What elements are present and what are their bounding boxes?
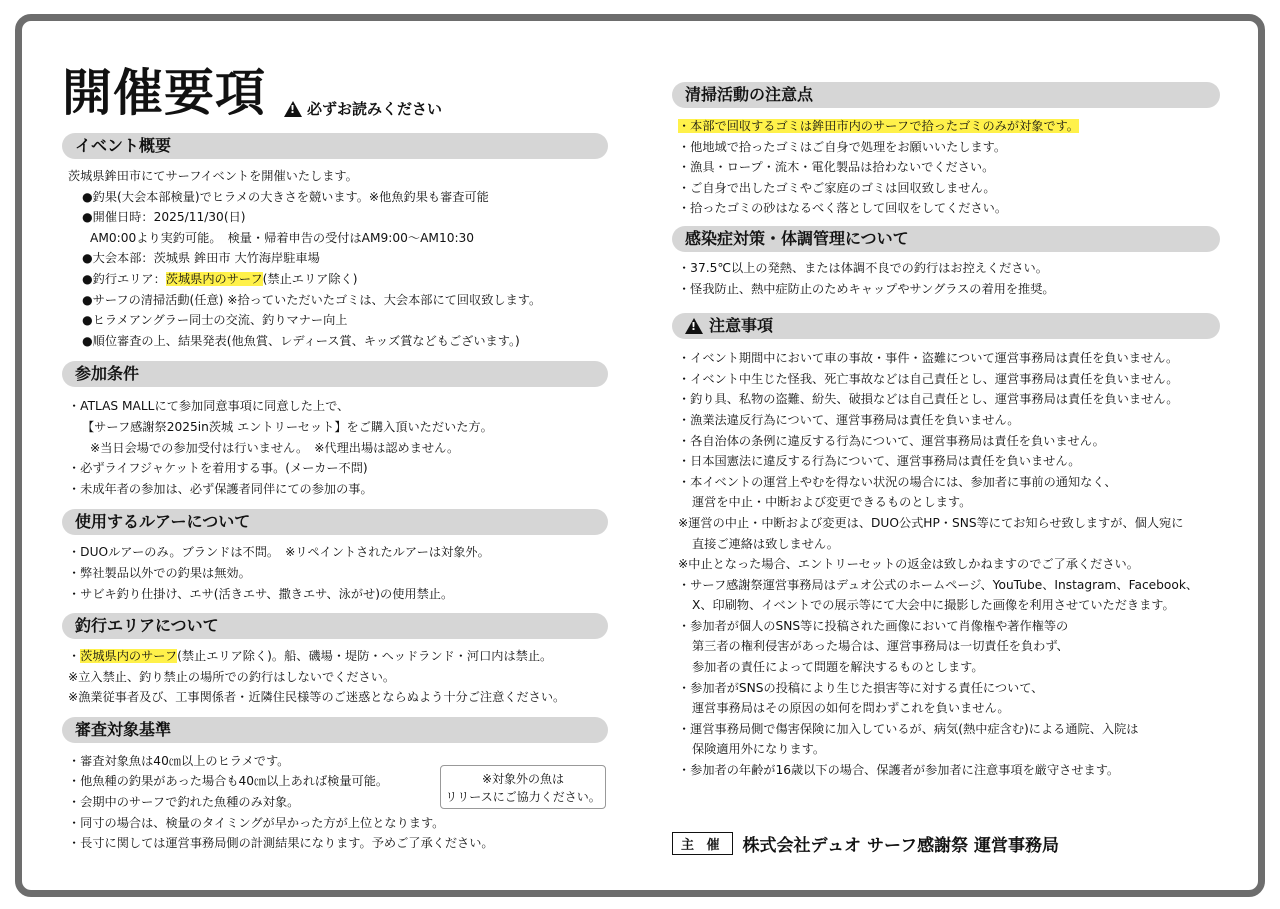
list-item: ・運営事務局側で傷害保険に加入しているが、病気(熱中症含む)による通院、入院は (678, 721, 1139, 736)
list-item: ・ATLAS MALLにて参加同意事項に同意した上で、 (68, 399, 350, 414)
list-item: ●サーフの清掃活動(任意) ※拾っていただいたゴミは、大会本部にて回収致します。 (82, 292, 542, 307)
section-event (62, 133, 608, 355)
list-item: 第三者の権利侵害があった場合は、運営事務局は一切責任を負わず、 (692, 639, 1069, 654)
list-item: ・各自治体の条例に違反する行為について、運営事務局は責任を負いません。 (678, 433, 1105, 448)
title-row (62, 62, 608, 124)
list-item: X、印刷物、イベントでの展示等にて大会中に撮影した画像を利用させていただきます。 (692, 598, 1175, 613)
host-name: 株式会社デュオ サーフ感謝祭 運営事務局 (742, 836, 1060, 856)
list-item: ・参加者が個人のSNS等に投稿された画像において肖像権や著作権等の (678, 618, 1069, 633)
section-lure (62, 509, 608, 608)
section-heading: 使用するルアーについて (62, 509, 608, 535)
section-heading: イベント概要 (62, 133, 608, 159)
list-item: 【サーフ感謝祭2025in茨城 エントリーセット】をご購入頂いただいた方。 (82, 419, 493, 434)
list-item: ・他地域で拾ったゴミはご自身で処理をお願いいたします。 (678, 139, 1007, 154)
section-body (62, 535, 608, 608)
list-item: 運営事務局はその原因の如何を問わずこれを負いません。 (692, 701, 1010, 716)
list-item: ・37.5℃以上の発熱、または体調不良での釣行はお控えください。 (678, 260, 1048, 275)
area-prefix: ・ (68, 649, 81, 664)
list-item: ・DUOルアーのみ。ブランドは不問。 ※リペイントされたルアーは対象外。 (68, 545, 490, 560)
list-item: ・参加者の年齢が16歳以下の場合、保護者が参加者に注意事項を厳守させます。 (678, 763, 1120, 778)
area-suffix: (禁止エリア除く)。船、磯場・堤防・ヘッドランド・河口内は禁止。 (177, 649, 553, 664)
list-item: ・釣り具、私物の盗難、紛失、破損などは自己責任とし、運営事務局は責任を負いません。 (678, 392, 1179, 407)
cleaning-highlight: ・本部で回収するゴミは鉾田市内のサーフで拾ったゴミのみが対象です。 (678, 119, 1079, 133)
list-item: ※立入禁止、釣り禁止の場所での釣行はしないでください。 (68, 669, 396, 684)
list-item: ・日本国憲法に違反する行為について、運営事務局は責任を負いません。 (678, 454, 1081, 469)
right-column (672, 82, 1220, 785)
section-body (672, 108, 1220, 223)
list-item: ・ご自身で出したゴミやご家庭のゴミは回収致しません。 (678, 180, 996, 195)
host-label: 主 催 (672, 832, 733, 855)
warning-icon (284, 101, 302, 117)
list-item: 参加者の責任によって問題を解決するものとします。 (692, 660, 984, 675)
list-item: ・会期中のサーフで釣れた魚種のみ対象。 (68, 795, 300, 810)
list-item: ・他魚種の釣果があった場合も40㎝以上あれば検量可能。 (68, 774, 389, 789)
list-item: ・怪我防止、熱中症防止のためキャップやサングラスの着用を推奨。 (678, 281, 1055, 296)
section-heading: 釣行エリアについて (62, 613, 608, 639)
list-item: ●開催日時：2025/11/30(日) (82, 210, 246, 225)
section-area (62, 613, 608, 712)
warning-icon (685, 318, 703, 334)
list-item: ・イベント中生じた怪我、死亡事故などは自己責任とし、運営事務局は責任を負いません。 (678, 371, 1179, 386)
section-body (672, 252, 1220, 303)
list-item: ・サビキ釣り仕掛け、エサ(活きエサ、撒きエサ、泳がせ)の使用禁止。 (68, 586, 454, 601)
page-subtitle (284, 98, 442, 119)
list-item: ※中止となった場合、エントリーセットの返金は致しかねますのでご了承ください。 (678, 557, 1139, 572)
list-item: ●順位審査の上、結果発表(他魚賞、レディース賞、キッズ賞などもございます。) (82, 333, 520, 348)
section-heading: 参加条件 (62, 361, 608, 387)
list-item: 運営を中止・中断および変更できるものとします。 (692, 495, 972, 510)
area-suffix: (禁止エリア除く) (262, 271, 358, 286)
notice-heading-text: 注意事項 (709, 316, 774, 336)
section-heading: 清掃活動の注意点 (672, 82, 1220, 108)
section-cleaning (672, 82, 1220, 223)
footer-host (672, 831, 1059, 856)
list-item: ・未成年者の参加は、必ず保護者同伴にての参加の事。 (68, 481, 373, 496)
list-item: ・拾ったゴミの砂はなるべく落として回収をしてください。 (678, 201, 1008, 216)
list-item: 保険適用外になります。 (692, 742, 826, 757)
list-item: ・漁具・ロープ・流木・電化製品は拾わないでください。 (678, 160, 995, 175)
list-item: ・同寸の場合は、検量のタイミングが早かった方が上位となります。 (68, 815, 445, 830)
list-item: ・参加者がSNSの投稿により生じた損害等に対する責任について、 (678, 680, 1044, 695)
section-body (672, 339, 1220, 784)
release-note-box (440, 765, 606, 809)
area-highlight: 茨城県内のサーフ (165, 271, 263, 286)
list-item: ・必ずライフジャケットを着用する事。(メーカー不問) (68, 461, 368, 476)
list-item: ●釣果(大会本部検量)でヒラメの大きさを競います。※他魚釣果も審査可能 (82, 189, 489, 204)
section-health (672, 226, 1220, 303)
list-item: ・本イベントの運営上やむを得ない状況の場合には、参加者に事前の通知なく、 (678, 474, 1117, 489)
list-item: ・漁業法違反行為について、運営事務局は責任を負いません。 (678, 412, 1020, 427)
list-item: ・審査対象魚は40㎝以上のヒラメです。 (68, 753, 290, 768)
left-column (62, 62, 608, 858)
section-conditions (62, 361, 608, 503)
section-body (62, 639, 608, 712)
list-item: ・長寸に関しては運営事務局側の計測結果になります。予めご了承ください。 (68, 836, 494, 851)
list-item-area (68, 269, 608, 290)
section-heading: 感染症対策・体調管理について (672, 226, 1220, 252)
list-item: ●大会本部：茨城県 鉾田市 大竹海岸駐車場 (82, 251, 320, 266)
page-title: 開催要項 (62, 64, 266, 122)
list-item: ●ヒラメアングラー同士の交流、釣りマナー向上 (82, 313, 348, 328)
section-heading (672, 313, 1220, 339)
list-item: ※漁業従事者及び、工事関係者・近隣住民様等のご迷惑とならぬよう十分ご注意ください。 (68, 690, 566, 705)
section-body (62, 159, 608, 355)
list-item-area (68, 646, 608, 667)
list-item: ※運営の中止・中断および変更は、DUO公式HP・SNS等にてお知らせ致しますが、個人宛に (678, 515, 1184, 530)
release-note-line2: リリースにご協力ください。 (445, 790, 601, 804)
area-highlight: 茨城県内のサーフ (80, 649, 178, 664)
section-body (62, 387, 608, 503)
list-item: ・弊社製品以外での釣果は無効。 (68, 565, 251, 580)
list-item-highlight (678, 116, 1220, 137)
release-note-line1: ※対象外の魚は (481, 772, 565, 786)
list-item: ※当日会場での参加受付は行いません。 ※代理出場は認めません。 (90, 440, 460, 455)
list-item: 直接ご連絡は致しません。 (692, 536, 839, 551)
list-item: ・サーフ感謝祭運営事務局はデュオ公式のホームページ、YouTube、Instagram、Facebook、 (678, 577, 1199, 592)
event-intro: 茨城県鉾田市にてサーフイベントを開催いたします。 (68, 169, 358, 183)
section-notice (672, 313, 1220, 784)
section-heading: 審査対象基準 (62, 717, 608, 743)
list-item: ・イベント期間中において車の事故・事件・盗難について運営事務局は責任を負いません。 (678, 351, 1179, 366)
list-item: AM0:00より実釣可能。 検量・帰着申告の受付はAM9:00〜AM10:30 (90, 230, 475, 245)
subtitle-text: 必ずお読みください (307, 100, 443, 118)
area-prefix: ●釣行エリア： (82, 271, 166, 286)
